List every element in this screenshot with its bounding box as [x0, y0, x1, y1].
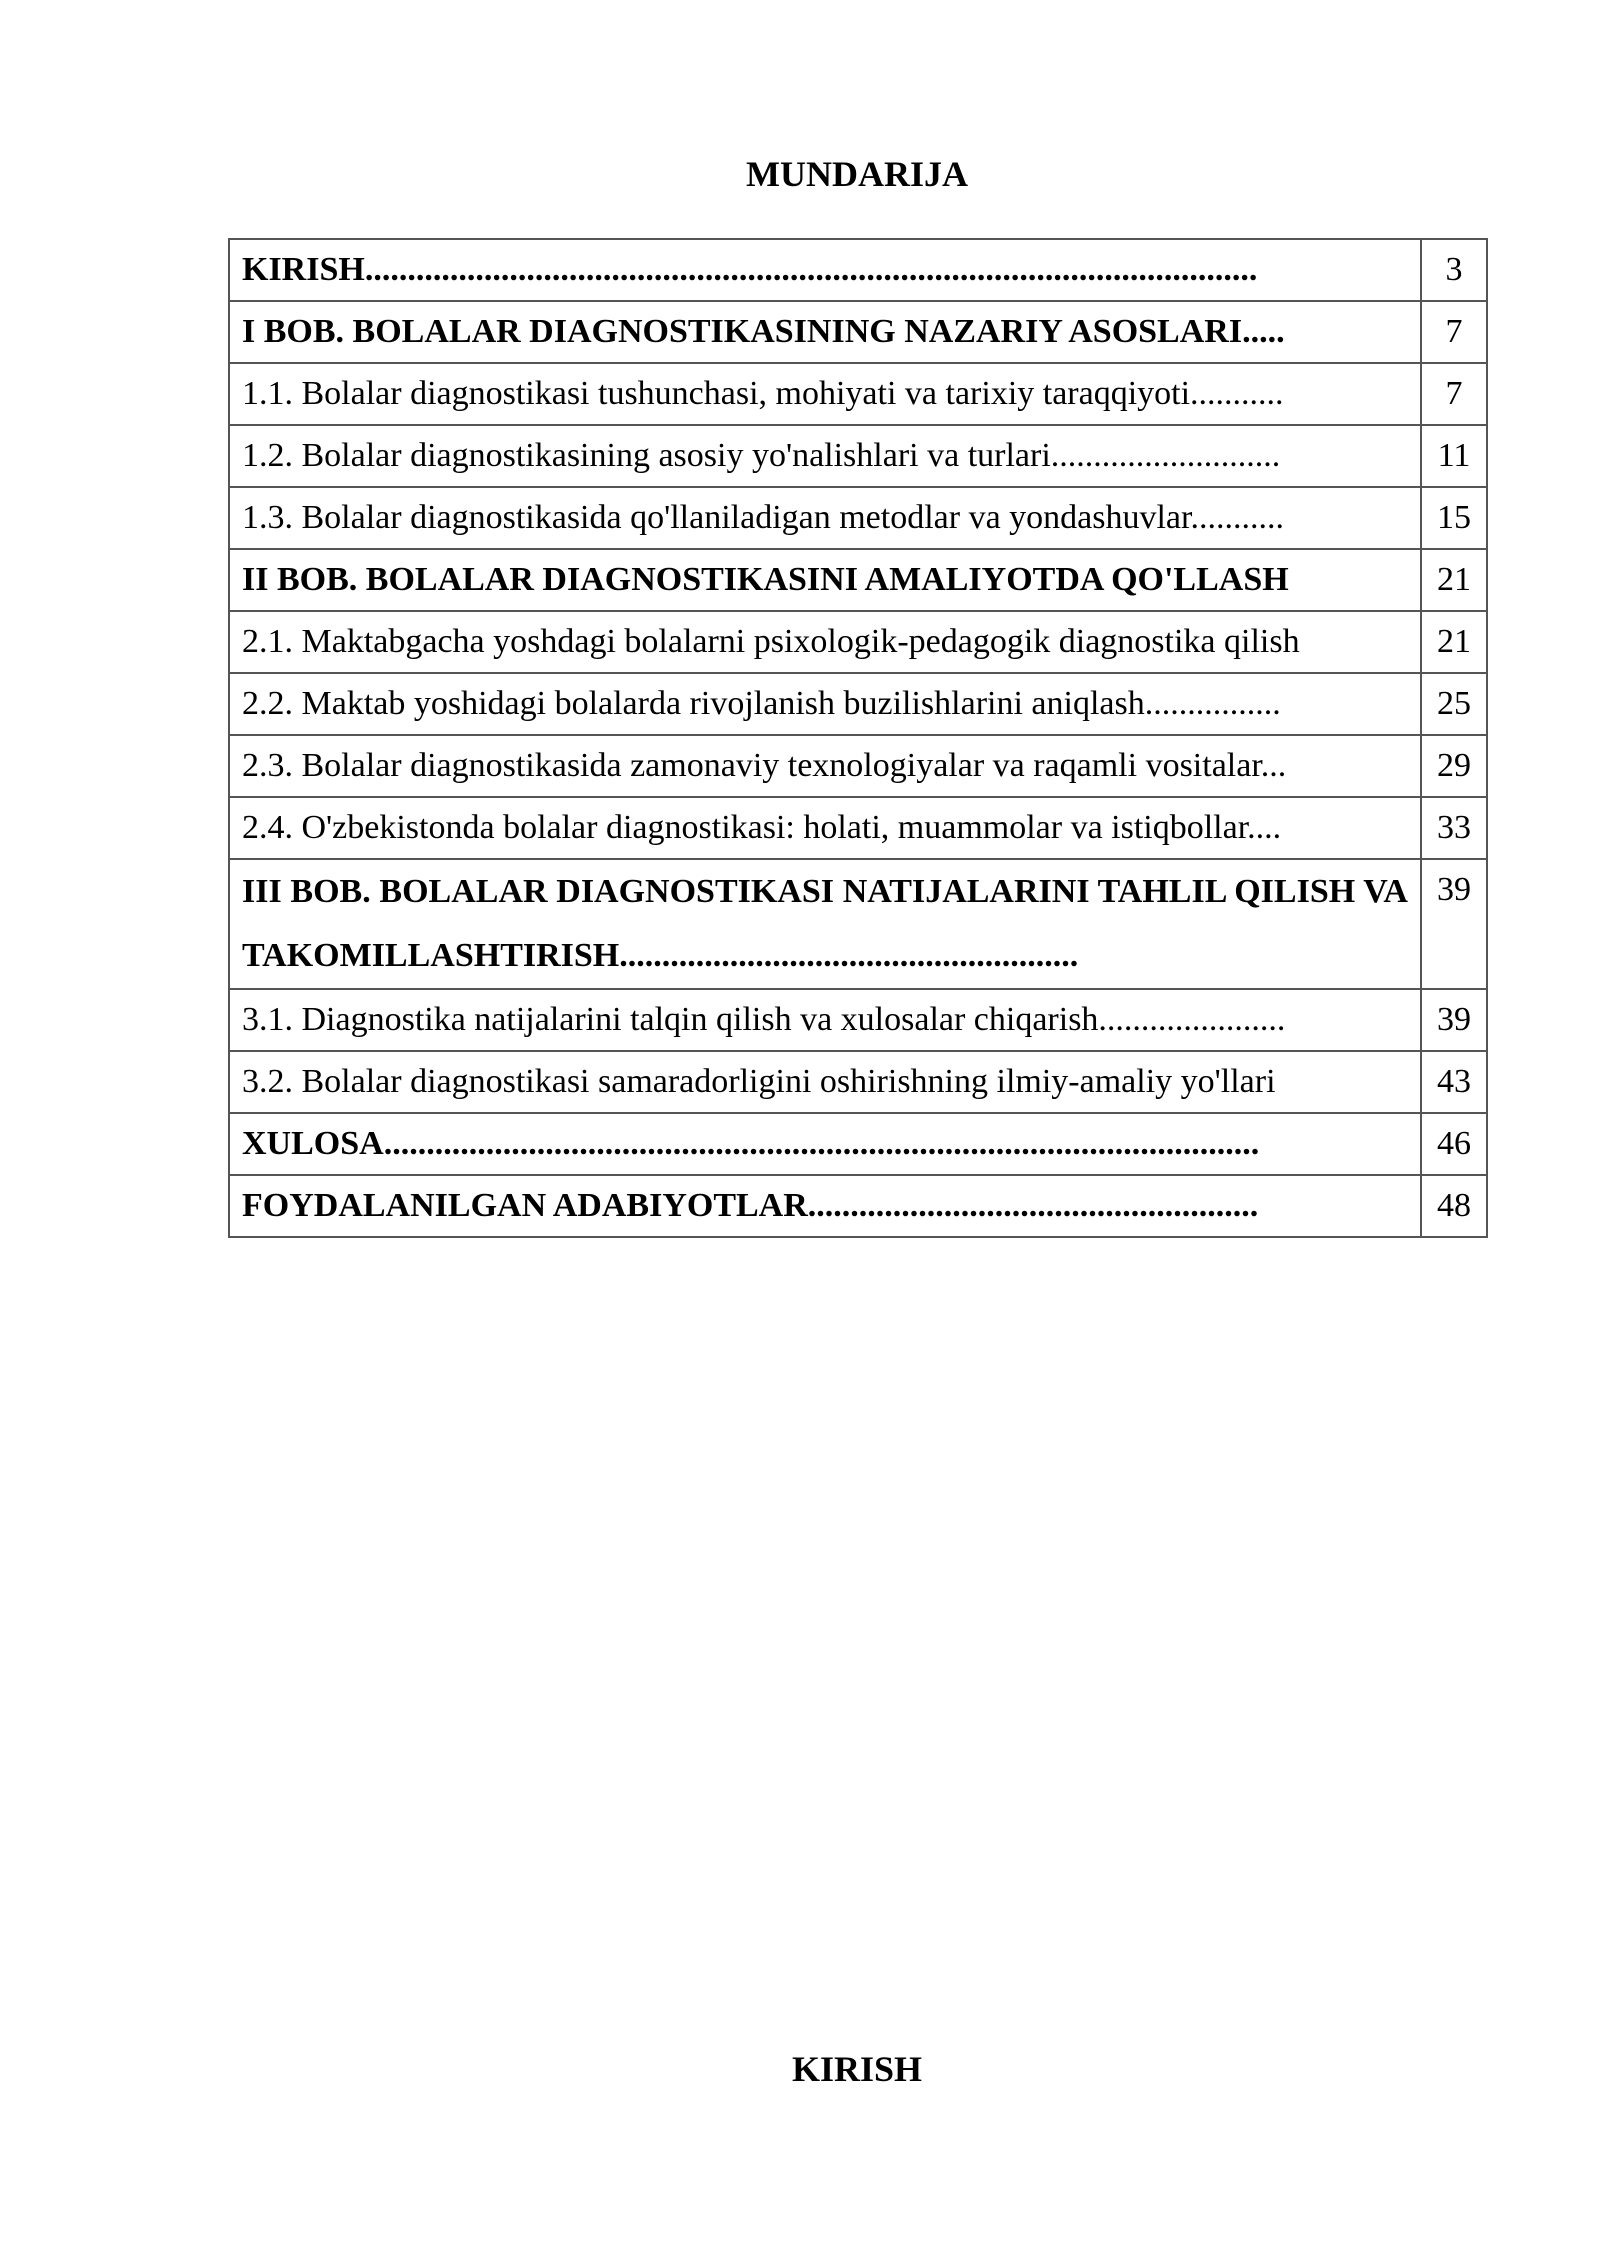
toc-row[interactable]	[229, 301, 1487, 363]
toc-entry-title[interactable]: 1.3. Bolalar diagnostikasida qo'llaniladigan metodlar va yondashuvlar...........	[229, 487, 1421, 549]
toc-page-number: 25	[1421, 673, 1487, 735]
toc-entry-title[interactable]: 2.3. Bolalar diagnostikasida zamonaviy texnologiyalar va raqamli vositalar...	[229, 735, 1421, 797]
toc-entry-title[interactable]: III BOB. BOLALAR DIAGNOSTIKASI NATIJALARINI TAHLIL QILISH VA TAKOMILLASHTIRISH......................................................	[229, 859, 1421, 989]
toc-row[interactable]	[229, 549, 1487, 611]
toc-page-number: 48	[1421, 1175, 1487, 1237]
toc-page-number: 39	[1421, 859, 1487, 989]
toc-row[interactable]	[229, 611, 1487, 673]
toc-entry-title[interactable]: I BOB. BOLALAR DIAGNOSTIKASINING NAZARIY ASOSLARI.....	[229, 301, 1421, 363]
toc-page-number: 21	[1421, 611, 1487, 673]
toc-page-number: 7	[1421, 363, 1487, 425]
table-of-contents	[228, 238, 1488, 1238]
toc-entry-title[interactable]: 2.1. Maktabgacha yoshdagi bolalarni psixologik-pedagogik diagnostika qilish	[229, 611, 1421, 673]
toc-page-number: 29	[1421, 735, 1487, 797]
section-heading: KIRISH	[791, 2049, 923, 2089]
toc-entry-title[interactable]: 2.2. Maktab yoshidagi bolalarda rivojlanish buzilishlarini aniqlash................	[229, 673, 1421, 735]
toc-entry-title[interactable]: 1.2. Bolalar diagnostikasining asosiy yo'nalishlari va turlari...........................	[229, 425, 1421, 487]
toc-page-number: 39	[1421, 989, 1487, 1051]
toc-row[interactable]	[229, 1113, 1487, 1175]
toc-entry-title[interactable]: FOYDALANILGAN ADABIYOTLAR.....................................................	[229, 1175, 1421, 1237]
toc-row[interactable]	[229, 1175, 1487, 1237]
toc-row[interactable]	[229, 797, 1487, 859]
toc-entry-title[interactable]: 3.2. Bolalar diagnostikasi samaradorligini oshirishning ilmiy-amaliy yo'llari	[229, 1051, 1421, 1113]
toc-entry-title[interactable]: KIRISH.........................................................................................................	[229, 239, 1421, 301]
toc-row[interactable]	[229, 735, 1487, 797]
toc-page-number: 46	[1421, 1113, 1487, 1175]
toc-entry-title[interactable]: 3.1. Diagnostika natijalarini talqin qilish va xulosalar chiqarish......................	[229, 989, 1421, 1051]
toc-row[interactable]	[229, 239, 1487, 301]
toc-row[interactable]	[229, 425, 1487, 487]
toc-page-number: 3	[1421, 239, 1487, 301]
toc-entry-title[interactable]: XULOSA.......................................................................................................	[229, 1113, 1421, 1175]
toc-entry-title[interactable]: 1.1. Bolalar diagnostikasi tushunchasi, mohiyati va tarixiy taraqqiyoti...........	[229, 363, 1421, 425]
toc-page-number: 21	[1421, 549, 1487, 611]
toc-page-number: 43	[1421, 1051, 1487, 1113]
toc-row[interactable]	[229, 487, 1487, 549]
toc-row[interactable]	[229, 363, 1487, 425]
toc-heading: MUNDARIJA	[746, 154, 968, 194]
toc-row[interactable]	[229, 673, 1487, 735]
toc-entry-title[interactable]: II BOB. BOLALAR DIAGNOSTIKASINI AMALIYOTDA QO'LLASH	[229, 549, 1421, 611]
toc-page-number: 11	[1421, 425, 1487, 487]
toc-page-number: 33	[1421, 797, 1487, 859]
toc-row[interactable]	[229, 989, 1487, 1051]
toc-entry-title[interactable]: 2.4. O'zbekistonda bolalar diagnostikasi: holati, muammolar va istiqbollar....	[229, 797, 1421, 859]
toc-row[interactable]	[229, 1051, 1487, 1113]
toc-page-number: 7	[1421, 301, 1487, 363]
toc-page-number: 15	[1421, 487, 1487, 549]
toc-row[interactable]	[229, 859, 1487, 989]
